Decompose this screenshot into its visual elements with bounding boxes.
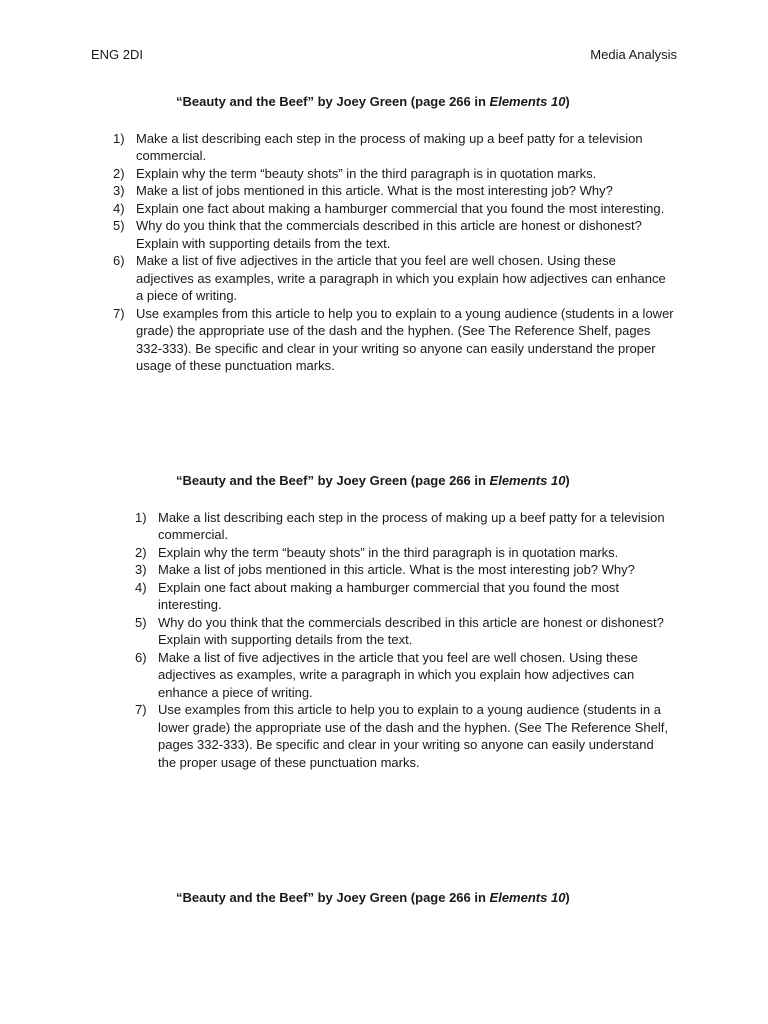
question-item <box>113 130 675 165</box>
question-text: Make a list of five adjectives in the article that you feel are well chosen. Using these adjectives as examples, write a paragraph in which you explain how adjectives can enhance a piece of writing. <box>158 649 638 700</box>
question-item <box>113 182 675 200</box>
title-text: “Beauty and the Beef” by Joey Green (page 266 in <box>176 94 490 109</box>
question-item <box>135 561 675 579</box>
title-close: ) <box>565 473 570 488</box>
question-list <box>113 130 675 375</box>
section-title <box>176 93 675 111</box>
course-code: ENG 2DI <box>91 47 144 62</box>
question-number: 1) <box>135 509 147 525</box>
question-item <box>135 544 675 562</box>
question-number: 4) <box>113 200 125 216</box>
question-text: Make a list of jobs mentioned in this article. What is the most interesting job? Why? <box>158 562 635 577</box>
section-title <box>176 472 675 490</box>
question-item <box>113 252 675 305</box>
question-text: Why do you think that the commercials described in this article are honest or dishonest? Explain with supporting details from the text. <box>136 218 642 251</box>
question-number: 6) <box>113 253 125 268</box>
question-list <box>135 509 675 772</box>
book-title: Elements 10 <box>489 94 566 109</box>
question-number: 2) <box>113 165 125 181</box>
question-text: Make a list of jobs mentioned in this article. What is the most interesting job? Why? <box>136 183 613 198</box>
question-item <box>135 614 675 649</box>
assignment-section-2 <box>135 472 675 771</box>
question-number: 6) <box>135 649 147 665</box>
unit-title: Media Analysis <box>590 47 677 62</box>
title-text: “Beauty and the Beef” by Joey Green (page 266 in <box>176 473 490 488</box>
book-title: Elements 10 <box>489 473 566 488</box>
question-item <box>135 649 675 702</box>
question-item <box>135 579 675 614</box>
question-item <box>135 509 675 544</box>
title-close: ) <box>565 94 570 109</box>
question-number: 3) <box>113 183 125 198</box>
question-item <box>113 217 675 252</box>
question-number: 7) <box>113 305 125 321</box>
assignment-section-3 <box>176 889 676 907</box>
question-number: 4) <box>135 579 147 595</box>
question-item <box>113 165 675 183</box>
question-text: Use examples from this article to help you to explain to a young audience (students in a lower grade) the appropriate use of the dash and the hyphen. (See The Reference Shelf, pages 332-333). Be specific and clear in your writing so anyone can easily understand the proper usage of these punctuation marks. <box>136 305 674 373</box>
question-text: Make a list describing each step in the process of making up a beef patty for a television commercial. <box>136 130 643 163</box>
question-text: Explain one fact about making a hamburger commercial that you found the most interesting. <box>158 579 620 612</box>
title-close: ) <box>565 890 570 905</box>
question-text: Explain one fact about making a hamburger commercial that you found the most interesting. <box>136 200 665 216</box>
question-text: Make a list describing each step in the process of making up a beef patty for a television commercial. <box>158 509 665 542</box>
question-number: 1) <box>113 130 125 146</box>
question-item <box>113 200 675 218</box>
title-text: “Beauty and the Beef” by Joey Green (page 266 in <box>176 890 490 905</box>
question-number: 5) <box>113 218 125 233</box>
book-title: Elements 10 <box>489 890 566 905</box>
question-number: 7) <box>135 702 147 717</box>
question-text: Explain why the term “beauty shots” in the third paragraph is in quotation marks. <box>158 544 619 560</box>
question-text: Make a list of five adjectives in the article that you feel are well chosen. Using these adjectives as examples, write a paragraph in which you explain how adjectives can enhance a piece of writing. <box>136 253 666 303</box>
question-text: Explain why the term “beauty shots” in the third paragraph is in quotation marks. <box>136 165 597 181</box>
question-item <box>135 701 675 771</box>
section-title <box>176 889 676 907</box>
assignment-section-1 <box>113 93 675 375</box>
question-number: 3) <box>135 562 147 577</box>
question-item <box>113 305 675 375</box>
question-text: Why do you think that the commercials described in this article are honest or dishonest? Explain with supporting details from the text. <box>158 614 664 647</box>
question-number: 5) <box>135 614 147 630</box>
question-number: 2) <box>135 544 147 560</box>
question-text: Use examples from this article to help you to explain to a young audience (students in a lower grade) the appropriate use of the dash and the hyphen. (See The Reference Shelf, pages 332-333). Be specific and clear in your writing so anyone can easily understand the proper usage of these punctuation marks. <box>158 702 668 770</box>
